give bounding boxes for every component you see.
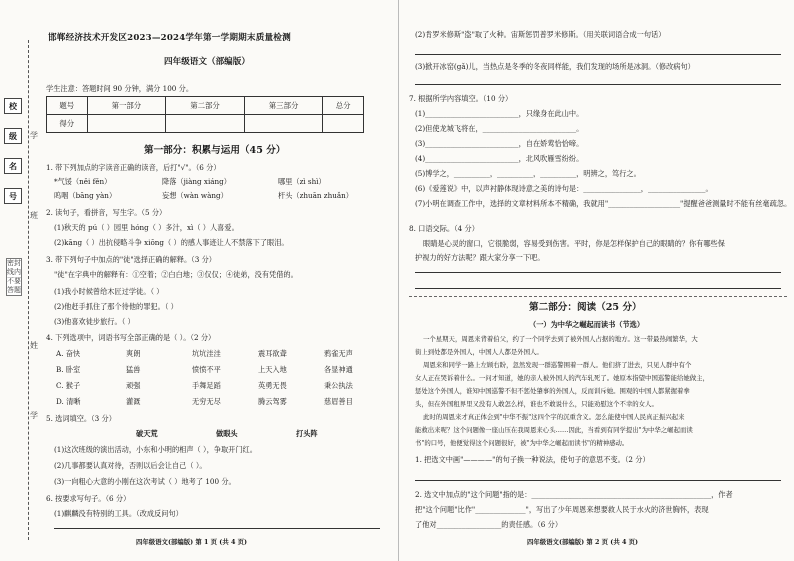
q8-stem: 8. 口语交际。（4 分） xyxy=(409,224,479,233)
passage-line: 街上到处都是外国人，中国人人都是外国人。 xyxy=(415,348,543,356)
q4-option-label[interactable]: D. 清晰 xyxy=(56,397,81,406)
passage-line: 惩处这个外国人，谁知中国巡警不但不惩处肇事的外国人，反而训斥她。围观的中国人都紧握着拳 xyxy=(415,387,690,395)
q3-note: "徒"在字典中的解释有：①空着；②白白地；③仅仅；④徒弟，没有凭借的。 xyxy=(54,270,298,279)
reading-q2: 了他对__________________的责任感。（6 分） xyxy=(415,520,563,529)
class-label: 级 xyxy=(4,128,22,144)
answer-line[interactable] xyxy=(415,84,781,85)
exam-notice: 学生注意：答题时间 90 分钟，满分 100 分。 xyxy=(46,84,194,93)
passage-line: 一个星期天，周恩来背着伯父，约了一个同学去到了被外国人占据的地方。这一带最热闹繁华，大 xyxy=(423,335,698,343)
exam-page-2 xyxy=(398,0,794,561)
reading-q1: 1. 把选文中画"————"的句子换一种说法，使句子的意思不变。（2 分） xyxy=(415,455,650,464)
passage-line: 书"的口号，他便觉得这个问题很好，被"为中华之崛起而读书"的精神感动。 xyxy=(415,439,629,447)
q5-word: 打头阵 xyxy=(296,429,318,438)
q4-word: 鸦雀无声 xyxy=(324,349,353,358)
q7-line: (6)《爱莲说》中，以声衬静体现诗意之美的诗句是：________________，________________。 xyxy=(415,184,713,193)
passage-line: 头，但在外国租界里又没有人敢怎么样，谁也不敢说什么，只能劝慰这个不幸的女人。 xyxy=(415,400,658,408)
q4-word: 震耳欲聋 xyxy=(258,349,287,358)
answer-line[interactable] xyxy=(415,272,781,273)
reading-q2: 2. 选文中加点的"这个问题"指的是：__________________________________________________，作者 xyxy=(415,490,733,499)
q4-word: 坑坑洼洼 xyxy=(192,349,221,358)
answer-line[interactable] xyxy=(415,54,781,55)
score-table xyxy=(46,96,364,133)
q4-word: 秉公执法 xyxy=(324,381,353,390)
q4-word: 慈眉善目 xyxy=(324,397,353,406)
passage-line: 能救出来呢？这个问题像一座山压在我周恩来心头……因此，当看到有同学提出"为中华之崛起而读 xyxy=(415,426,693,434)
number-label: 号 xyxy=(4,188,22,204)
q7-line: (4)__________________________，北风吹雁雪纷纷。 xyxy=(415,154,584,163)
seal-line xyxy=(28,40,29,540)
side-char: 姓 xyxy=(30,341,38,350)
score-header: 第一部分 xyxy=(87,97,166,115)
q5-sentence: (3)一向粗心大意的小刚在这次考试（ ）地考了 100 分。 xyxy=(54,477,236,486)
q5-word: 破天荒 xyxy=(136,429,158,438)
q1-option: *气馁（něi fěn） xyxy=(54,177,112,186)
q4-word: 腾云驾雾 xyxy=(258,397,287,406)
q2-sentence: (1)秋天的 pú（ ）园里 hóng（ ）多汁，xì（ ）人喜爱。 xyxy=(54,223,239,232)
score-header: 总分 xyxy=(323,97,364,115)
score-cell[interactable] xyxy=(244,115,323,133)
page1-footer: 四年级语文(部编版) 第 1 页 (共 4 页) xyxy=(136,538,248,546)
q5-stem: 5. 选词填空。（3 分） xyxy=(46,414,116,423)
q6-sentence: (2)肯罗米修斯"盗"取了火种。宙斯惩罚普罗米修斯。（用关联词语合成一句话） xyxy=(415,30,666,39)
q5-word: 做眼头 xyxy=(216,429,238,438)
q5-sentence: (1)这次班级的演出活动，小东和小明的相声（ ），争取开门红。 xyxy=(54,445,257,454)
q6-stem: 6. 按要求写句子。（6 分） xyxy=(46,494,131,503)
q4-word: 顽强 xyxy=(126,381,141,390)
q3-sentence: (3)他喜欢徒步旅行。（ ） xyxy=(54,317,135,326)
q4-word: 爽朗 xyxy=(126,349,141,358)
q3-sentence: (2)他赶手抓住了那个待他的罪犯。（ ） xyxy=(54,302,178,311)
passage-line: 周恩来和同学一路上左顾右盼，忽然发现一群巡警围着一群人。他们挤了进去，只见人群中有个 xyxy=(423,361,692,369)
score-cell[interactable] xyxy=(166,115,245,133)
q6-sentence: (3)掀开冰窑(gǎ)儿，当热点是冬季的冬夜同样能，我们发现的场所是冰洞。（修改病句） xyxy=(415,62,695,71)
side-char: 学 xyxy=(30,411,38,420)
divider xyxy=(409,296,787,297)
q4-word: 猛兽 xyxy=(126,365,141,374)
q3-sentence: (1)我小时候曾给木匠过学徒。（ ） xyxy=(54,287,164,296)
q4-stem: 4. 下列选项中，词语书写全部正确的是（ ）。（2 分） xyxy=(46,333,216,342)
binding-strip xyxy=(0,0,40,561)
q1-option: 降落（jiàng xiáng） xyxy=(162,177,231,186)
part1-title: 第一部分：积累与运用（45 分） xyxy=(144,145,286,156)
score-header: 第三部分 xyxy=(244,97,323,115)
q4-option-label[interactable]: A. 奋快 xyxy=(56,349,81,358)
reading-q2: 把"这个问题"比作"______________"，写出了少年周恩来想要救人民于水火的济世胸怀，表现 xyxy=(415,505,709,514)
q4-word: 英勇无畏 xyxy=(258,381,287,390)
q5-sentence: (2)几事都要认真对待，否则以后会让自己（ ）。 xyxy=(54,461,207,470)
q4-word: 上天入地 xyxy=(258,365,287,374)
answer-line[interactable] xyxy=(415,288,781,289)
q7-line: (1)__________________________，只缘身在此山中。 xyxy=(415,109,584,118)
passage-line: 女人正在哭诉着什么。一问才知道，她的亲人被外国人的汽车轧死了。她原本指望中国巡警能给她做主， xyxy=(415,374,709,382)
q7-line: (5)博学之，__________，__________，__________，明辨之，笃行之。 xyxy=(415,169,641,178)
q2-sentence: (2)kāng（ ）出抗侵略斗争 xiōng（ ）的感人事迹让人不禁落下了眼泪。 xyxy=(54,238,289,247)
school-label: 校 xyxy=(4,98,22,114)
exam-title: 邯郸经济技术开发区2023—2024学年第一学期期末质量检测 xyxy=(48,33,291,43)
q4-word: 手舞足蹈 xyxy=(192,381,221,390)
side-char: 学 xyxy=(30,131,38,140)
side-char: 班 xyxy=(30,211,38,220)
passage-title: （一）为中华之崛起而读书（节选） xyxy=(529,320,645,329)
q4-option-label[interactable]: C. 猴子 xyxy=(56,381,81,390)
score-row-label: 得分 xyxy=(47,115,88,133)
q1-option: 呜咽（bāng yàn） xyxy=(54,191,117,200)
page2-footer: 四年级语文(部编版) 第 2 页 (共 4 页) xyxy=(527,538,639,546)
exam-subtitle: 四年级语文（部编版） xyxy=(164,57,250,67)
score-header: 题号 xyxy=(47,97,88,115)
q7-line: (7)小明在调查工作中，选择的文章材料所本不精确，我就用"____________________"提醒爸爸测量时不能有丝毫疏忽。 xyxy=(415,199,792,208)
q4-word: 无穷无尽 xyxy=(192,397,221,406)
q1-stem: 1. 带下列加点的字读音正确的读音，后打"√"。（6 分） xyxy=(46,163,221,172)
q1-option: 妄想（wàn wàng） xyxy=(162,191,228,200)
q1-option: 哪里（zì shì） xyxy=(278,177,326,186)
score-cell[interactable] xyxy=(323,115,364,133)
q3-stem: 3. 带下列句子中加点的"徒"选择正确的解释。（3 分） xyxy=(46,255,216,264)
score-cell[interactable] xyxy=(87,115,166,133)
q7-stem: 7. 根据所学内容填空。（10 分） xyxy=(409,94,513,103)
seal-line-notice: 密封线内不要答题 xyxy=(7,259,21,294)
q4-option-label[interactable]: B. 卧室 xyxy=(56,365,81,374)
score-header: 第二部分 xyxy=(166,97,245,115)
q6-sentence: (1)麒麟没有特别的工具。（改成反问句） xyxy=(54,509,183,518)
q4-word: 各显神通 xyxy=(324,365,353,374)
passage-line: 此时的周恩来才真正体会到"中华不振"这四个字的沉重含义。怎么能使中国人民真正振兴起来 xyxy=(423,413,685,421)
q4-word: 愤愤不平 xyxy=(192,365,221,374)
q4-word: 灌溉 xyxy=(126,397,141,406)
q8-text: 护视力的好方法呢？跟大家分享一下吧。 xyxy=(415,253,545,262)
q2-stem: 2. 读句子，看拼音，写生字。（5 分） xyxy=(46,208,167,217)
q7-line: (2)但使龙城飞将在，__________________________。 xyxy=(415,124,584,133)
answer-line[interactable] xyxy=(54,528,380,529)
answer-line[interactable] xyxy=(415,480,781,481)
part2-title: 第二部分：阅读（25 分） xyxy=(529,302,642,313)
q8-text: 眼睛是心灵的窗口，它很脆弱，容易受到伤害。平时，你是怎样保护自己的眼睛的？你有哪些保 xyxy=(423,239,725,248)
q7-line: (3)__________________________，自在娇莺恰恰啼。 xyxy=(415,139,584,148)
name-label: 名 xyxy=(4,158,22,174)
q1-option: 杆头（zhuān zhuǎn） xyxy=(278,191,353,200)
